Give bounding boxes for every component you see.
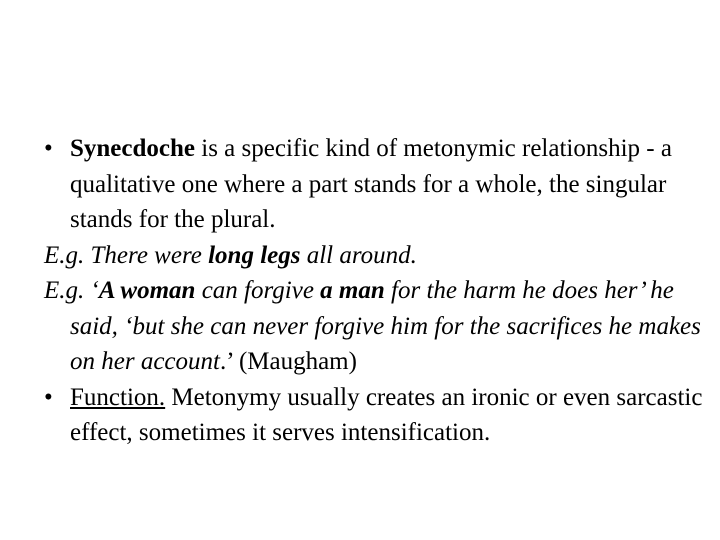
example-1-highlight: long legs xyxy=(208,241,301,269)
example-2-highlight-2: a man xyxy=(320,277,385,304)
function-definition: Metonymy usually creates an ironic or even sarcastic effect, sometimes it serves intensification. xyxy=(70,383,703,446)
example-2-highlight-1: A woman xyxy=(98,277,196,304)
example-2-prefix: E.g. ‘ xyxy=(44,277,99,304)
bullet-icon: • xyxy=(44,135,53,162)
synecdoche-term: Synecdoche xyxy=(70,135,195,162)
function-term: Function. xyxy=(70,383,166,411)
example-1-prefix: E.g. There were xyxy=(44,241,209,269)
function-paragraph xyxy=(44,380,704,451)
example-2-mid-2: for the harm he does her’ he said, ‘but she can never forgive him for the sacrifices he makes on her account xyxy=(70,277,701,375)
example-2-mid-1: can forgive xyxy=(195,277,321,304)
example-1 xyxy=(44,238,704,274)
slide-body xyxy=(44,131,704,451)
synecdoche-definition: is a specific kind of metonymic relationship - a qualitative one where a part stands for a whole, the singular stands for the plural. xyxy=(70,135,672,233)
example-2-citation: .’ (Maugham) xyxy=(219,348,357,375)
bullet-icon: • xyxy=(44,383,53,411)
synecdoche-paragraph xyxy=(44,131,704,238)
example-1-suffix: all around. xyxy=(300,241,417,269)
example-2 xyxy=(44,273,704,380)
